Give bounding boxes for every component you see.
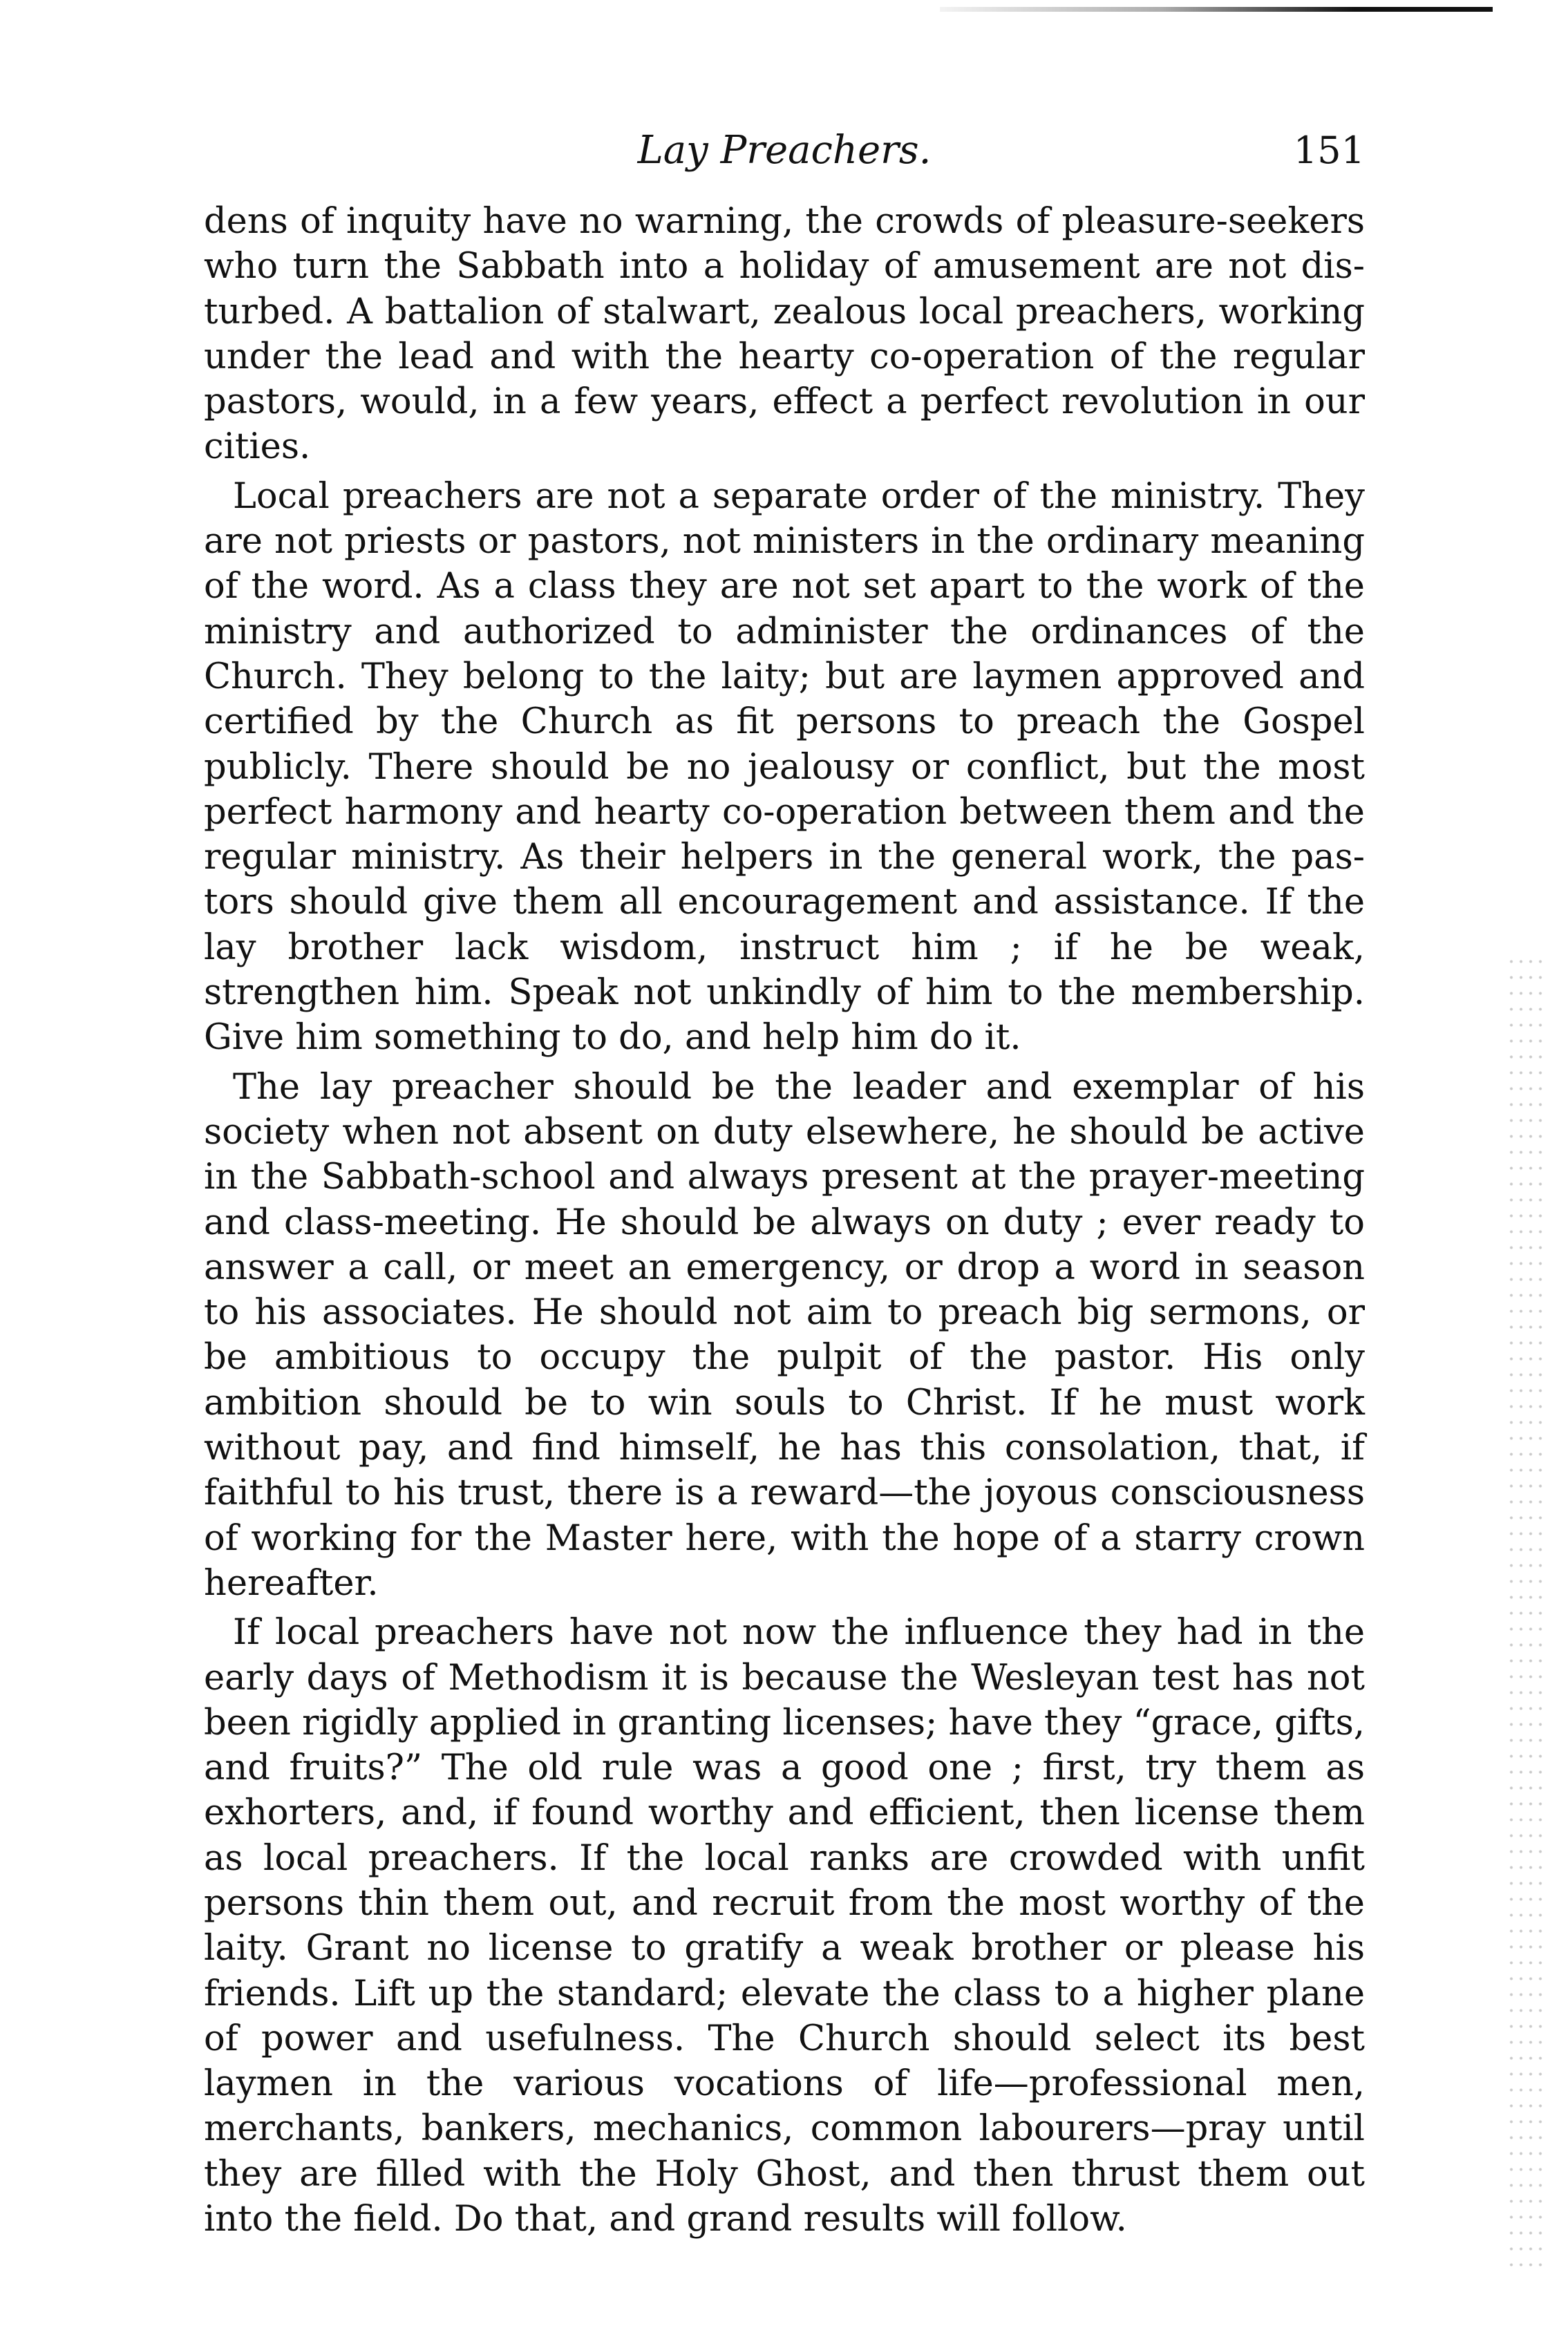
paragraph-2: Local preachers are not a separate order of the ministry. They are not priests or pastors, not ministers in the ordinary meaning of the word. As a class they are not set apart to the work of the ministry and authorized to administer the ordinances of the Church. They belong to the laity; but are laymen approved and certified by the Church as fit persons to preach the Gospel publicly. There should be no jealousy or conflict, but the most perfect harmony and hearty co-operation between them and the regular ministry. As their helpers in the general work, the pastors should give them all encouragement and assistance. If the lay brother lack wisdom, instruct him ; if he be weak, strengthen him. Speak not unkindly of him to the membership. Give him something to do, and help him do it.: [204, 475, 1365, 1059]
running-head: Lay Preachers.: [637, 128, 932, 173]
page-header: [204, 116, 1365, 185]
body-text: [204, 199, 1365, 2242]
paragraph-4: If local preachers have not now the influence they had in the early days of Methodism it is because the Wesleyan test has not been rigidly applied in granting licenses; have they “grace, gifts, and fruits?” The old rule was a good one ; first, try them as exhorters, and, if found worthy and efficient, then license them as local preachers. If the local ranks are crowded with unfit persons thin them out, and recruit from the most worthy of the laity. Grant no license to gratify a weak brother or please his friends. Lift up the standard; elevate the class to a higher plane of power and usefulness. The Church should select its best laymen in the various vocations of life—professional men, merchants, bankers, mechanics, common labourers—pray until they are filled with the Holy Ghost, and then thrust them out into the field. Do that, and grand results will follow.: [204, 1612, 1365, 2240]
paragraph-3: The lay preacher should be the leader and exemplar of his society when not absent on duty elsewhere, he should be active in the Sabbath-school and always present at the prayer-meeting and class-meeting. He should be always on duty ; ever ready to answer a call, or meet an emergency, or drop a word in season to his associates. He should not aim to preach big sermons, or be ambitious to occupy the pulpit of the pastor. His only ambition should be to win souls to Christ. If he must work without pay, and find himself, he has this consolation, that, if faithful to his trust, there is a reward—the joyous consciousness of working for the Master here, with the hope of a starry crown hereafter.: [204, 1066, 1365, 1604]
paragraph-1: dens of inquity have no warning, the crowds of pleasure-seekers who turn the Sabbath into a holiday of amusement are not disturbed. A battalion of stalwart, zealous local preachers, working under the lead and with the hearty co-operation of the regular pastors, would, in a few years, effect a perfect revolution in our cities.: [204, 201, 1365, 468]
top-edge-rule: [940, 7, 1493, 12]
margin-scan-specks: [1506, 954, 1548, 2267]
page-number: 151: [1293, 129, 1365, 172]
